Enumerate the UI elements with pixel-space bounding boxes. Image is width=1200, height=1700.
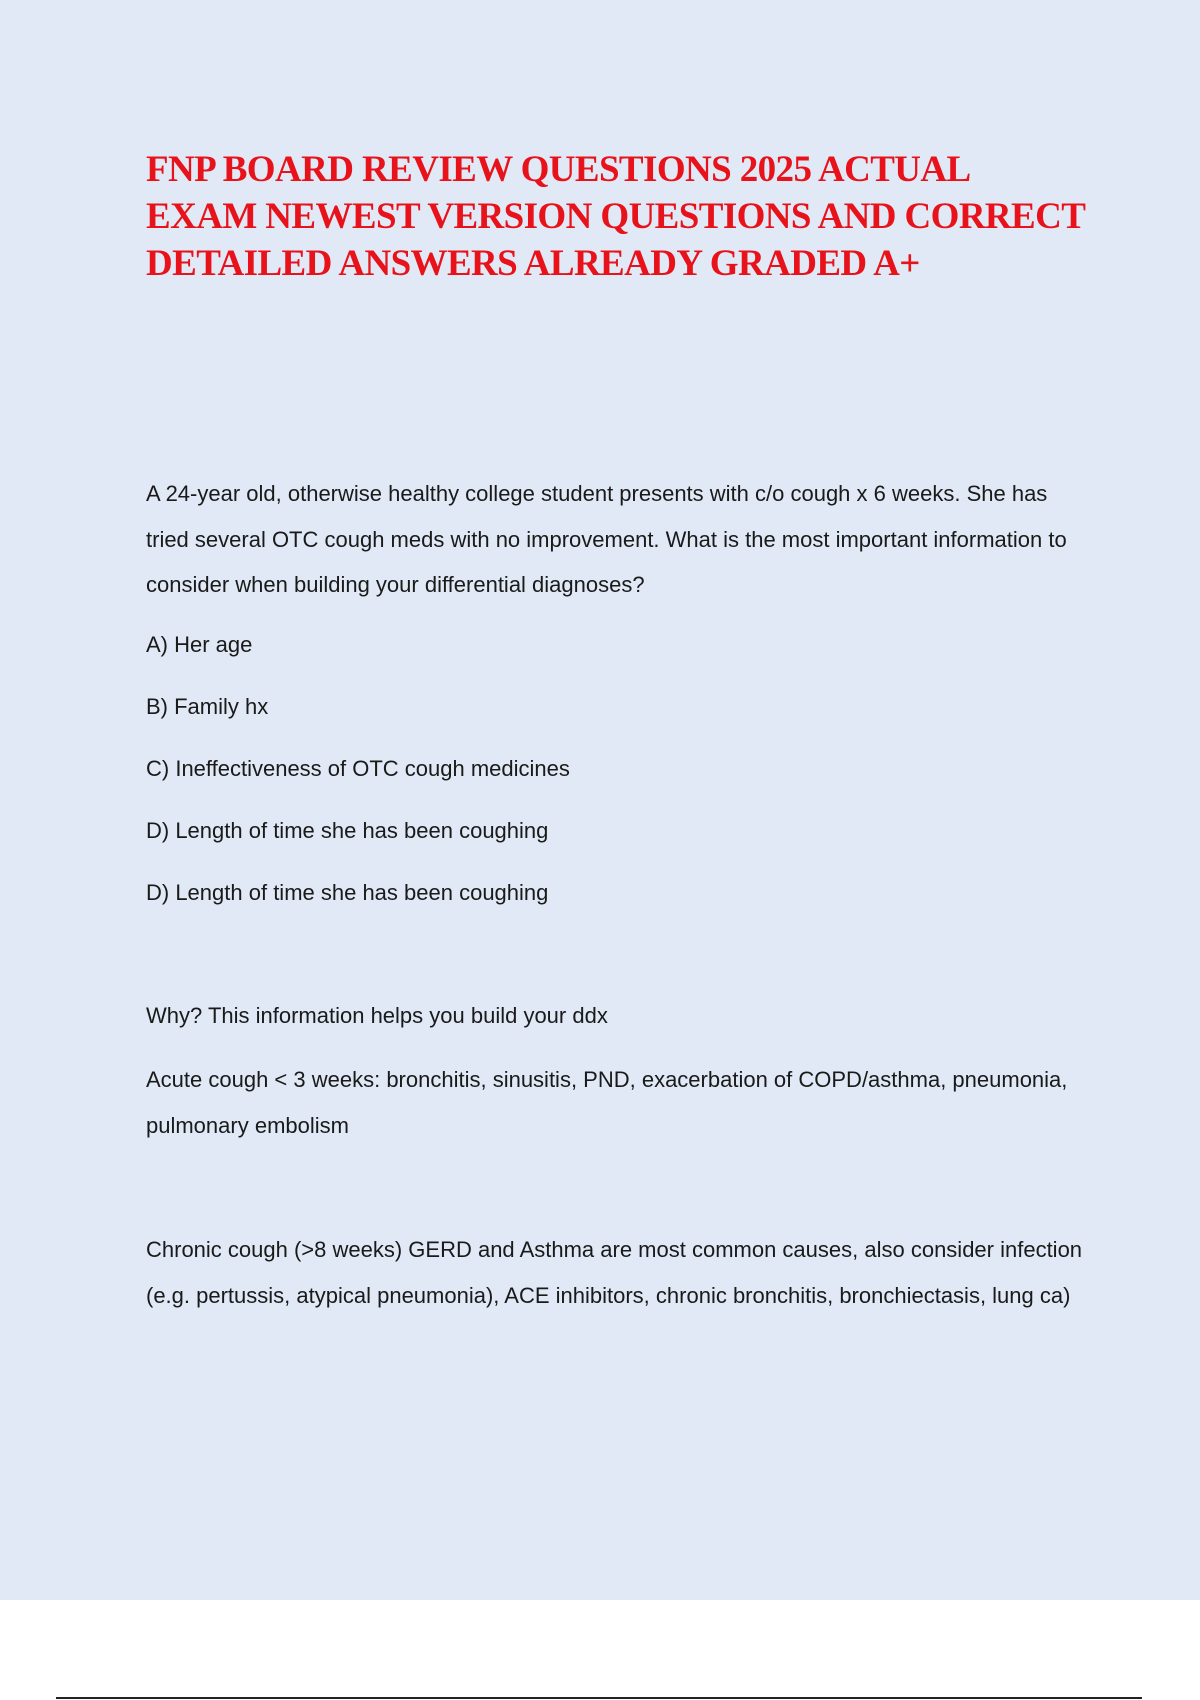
answer-option-c: C) Ineffectiveness of OTC cough medicines	[146, 756, 570, 781]
acute-cough-text: Acute cough < 3 weeks: bronchitis, sinusitis, PND, exacerbation of COPD/asthma, pneumonia, pulmonary embolism	[146, 1067, 1068, 1138]
answer-options-list	[146, 625, 570, 935]
document-title: FNP BOARD REVIEW QUESTIONS 2025 ACTUAL EXAM NEWEST VERSION QUESTIONS AND CORRECT DETAILED ANSWERS ALREADY GRADED A+	[146, 149, 1085, 284]
answer-option-d-repeat: D) Length of time she has been coughing	[146, 880, 549, 905]
answer-option-b: B) Family hx	[146, 694, 269, 719]
footer-divider	[56, 1697, 1142, 1699]
chronic-cough-text: Chronic cough (>8 weeks) GERD and Asthma are most common causes, also consider infection (e.g. pertussis, atypical pneumonia), ACE inhibitors, chronic bronchitis, bronchiectasis, lung ca)	[146, 1237, 1083, 1308]
answer-option-a: A) Her age	[146, 632, 253, 657]
rationale-text: Why? This information helps you build your ddx	[146, 1003, 608, 1028]
question-text: A 24-year old, otherwise healthy college student presents with c/o cough x 6 weeks. She has tried several OTC cough meds with no improvement. What is the most important information to consider when building your differential diagnoses?	[146, 481, 1067, 597]
answer-option-d: D) Length of time she has been coughing	[146, 818, 549, 843]
